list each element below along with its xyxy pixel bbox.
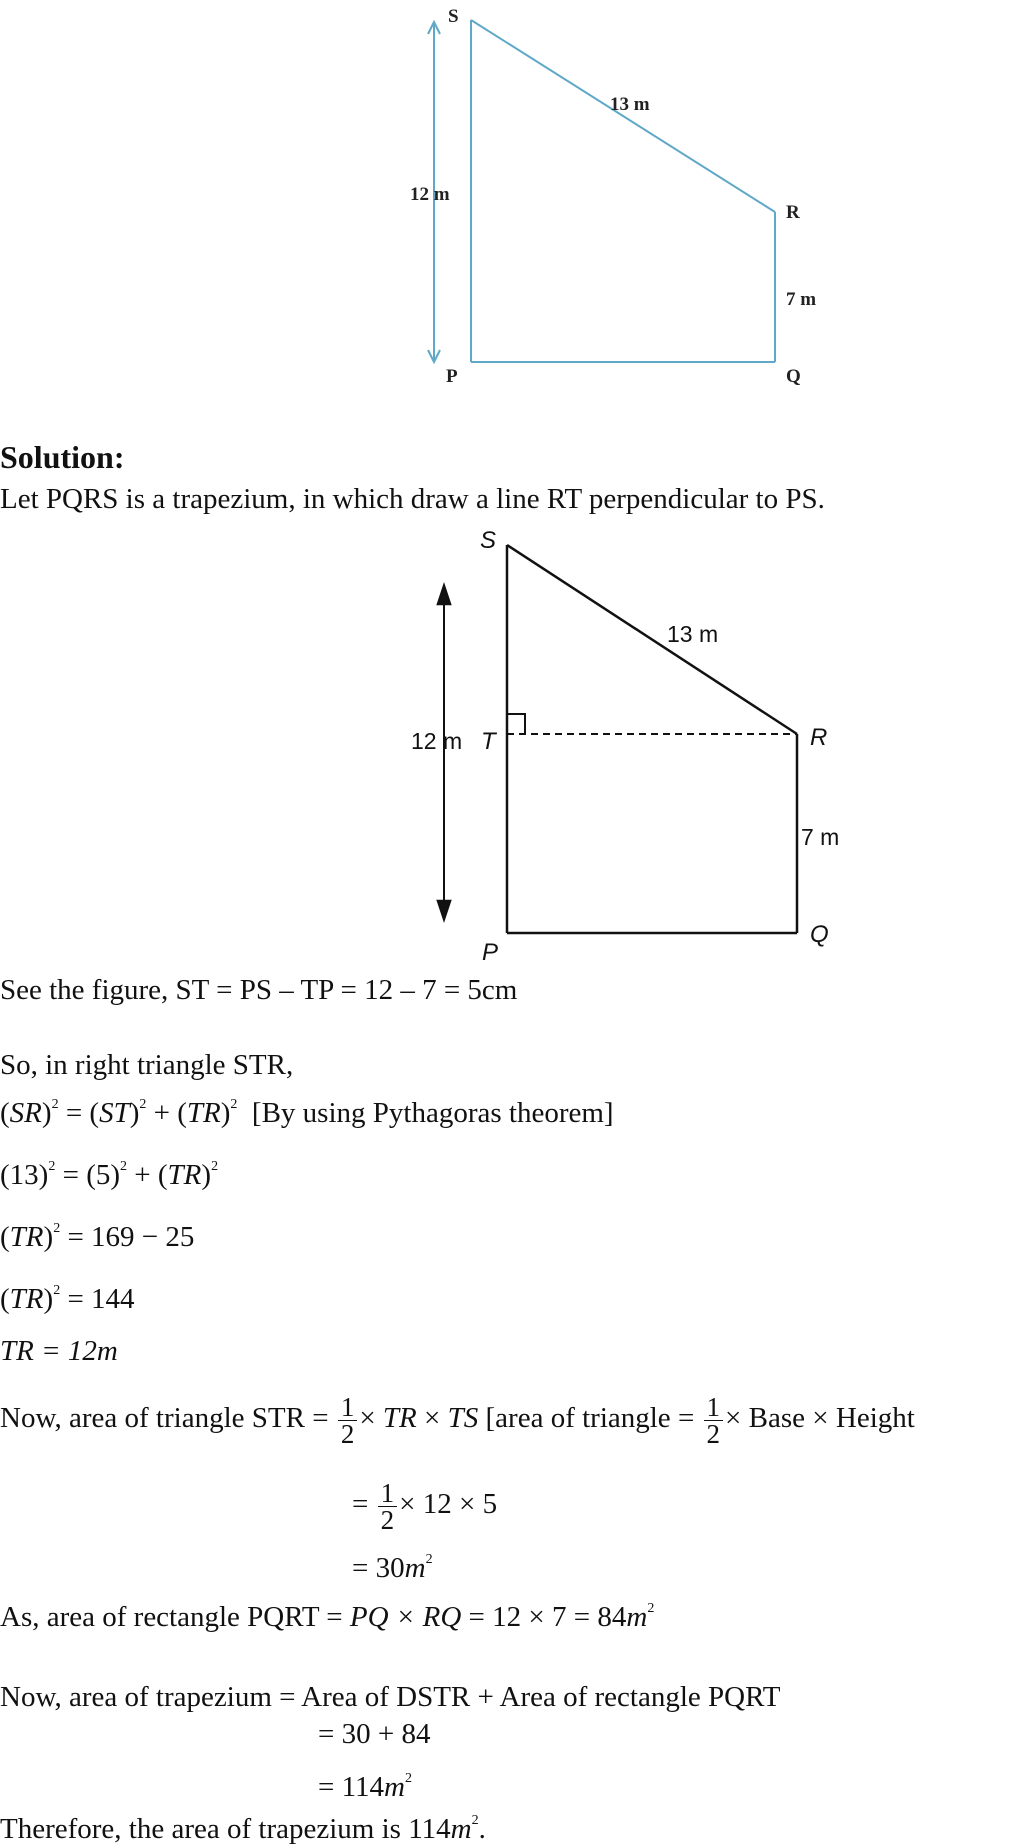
measure-rq: 7 m — [801, 824, 840, 850]
conclusion: Therefore, the area of trapezium is $114m^2$. — [0, 1813, 486, 1845]
step-tr-squared-2: (TR)$^2$ = 144 — [0, 1283, 135, 1315]
side-sr — [507, 545, 797, 734]
solution-intro: Let PQRS is a trapezium, in which draw a line RT perpendicular to PS. — [0, 483, 825, 515]
step-area-trapezium: Now, area of trapezium = Area of DSTR + Area of rectangle PQRT — [0, 1681, 781, 1713]
step-tr-squared-1: (TR)$^2$ = 169 − 25 — [0, 1221, 195, 1253]
step-area-trapezium-sum: = 30 + 84 — [318, 1718, 431, 1750]
measure-ps: 12 m — [411, 728, 463, 754]
step-area-triangle-calc: = $\frac{1}{2}$ × 12 × 5 — [352, 1477, 498, 1535]
measure-sr: 13 m — [667, 621, 719, 647]
step-st: See the figure, ST = PS – TP = 12 – 7 = 5cm — [0, 974, 518, 1006]
label-s: S — [480, 527, 497, 554]
label-q: Q — [810, 921, 829, 948]
label-r: R — [810, 724, 828, 751]
measure-rq: 7 m — [786, 289, 817, 310]
solution-heading: Solution: — [0, 439, 125, 475]
measure-ps: 12 m — [410, 184, 450, 205]
step-substitute: $(13)^2 = (5)^2 + (TR)^2$ — [0, 1159, 219, 1191]
label-s: S — [448, 6, 459, 27]
step-area-triangle: Now, area of triangle STR = $\frac{1}{2}$ × TR × TS [area of triangle = $\frac{1}{2}$ × Base × Height — [0, 1391, 915, 1449]
step-pythagoras: (SR)$^2$ = (ST)$^2$ + (TR)$^2$ [By using Pythagoras theorem] — [0, 1097, 614, 1129]
label-p: P — [446, 366, 458, 387]
step-tr-result: TR = 12m — [0, 1335, 118, 1367]
label-t: T — [481, 728, 496, 755]
measure-sr: 13 m — [610, 94, 650, 115]
step-so: So, in right triangle STR, — [0, 1049, 294, 1081]
step-area-triangle-result: = $30m^2$ — [352, 1552, 433, 1584]
pythagoras-note: [By using Pythagoras theorem] — [251, 1097, 614, 1129]
right-angle-mark — [507, 714, 525, 734]
label-q: Q — [786, 366, 801, 387]
label-r: R — [786, 202, 800, 223]
label-p: P — [482, 939, 499, 966]
step-area-rectangle: As, area of rectangle PQRT = PQ × RQ = $12 \times 7 = 84m^2$ — [0, 1601, 655, 1633]
step-area-trapezium-result: = $114m^2$ — [318, 1771, 412, 1803]
